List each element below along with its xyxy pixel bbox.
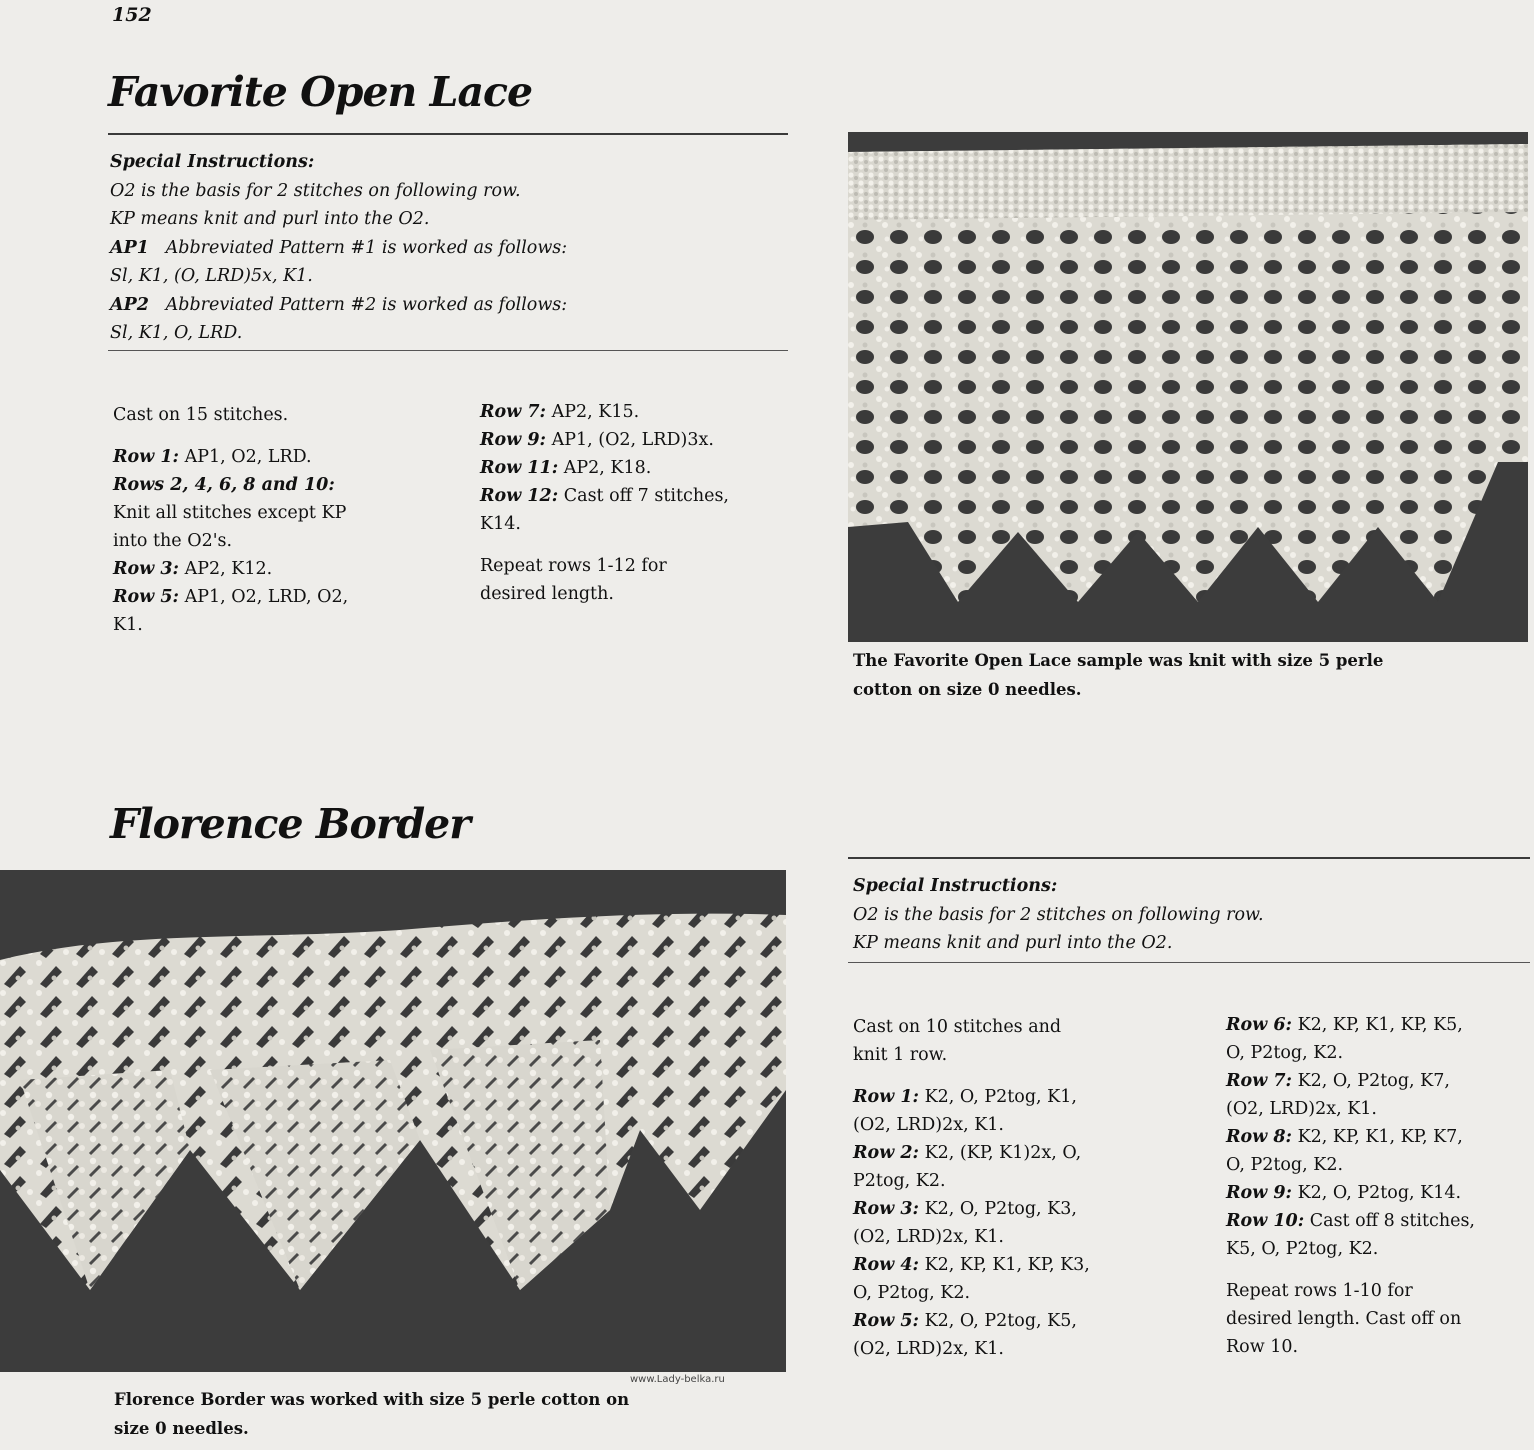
row-label: Row 9: (1226, 1183, 1293, 1203)
page-number: 152 (112, 4, 152, 26)
instruction-row (853, 1335, 1183, 1363)
instruction-row (853, 1139, 1183, 1167)
bleed-through-ghost (1140, 70, 1152, 114)
special-heading: Special Instructions: (110, 152, 315, 172)
open-lace-caption (853, 646, 1513, 704)
ap1-desc: Abbreviated Pattern #1 is worked as follows: (165, 237, 568, 258)
row-label: Row 10: (1226, 1211, 1305, 1231)
section2-title-rule (848, 857, 1530, 859)
rows-list-left (113, 443, 433, 639)
instruction-row (1226, 1179, 1526, 1207)
section1-special-rule (108, 350, 788, 351)
row-text: Cast off 8 stitches, (1304, 1211, 1475, 1231)
instruction-row (480, 398, 780, 426)
instruction-row (853, 1083, 1183, 1111)
instruction-row (853, 1251, 1183, 1279)
caption-line: size 0 needles. (114, 1419, 249, 1438)
instruction-row (113, 583, 433, 611)
repeat-line: Row 10. (1226, 1337, 1299, 1357)
instruction-row (853, 1307, 1183, 1335)
section2-special-rule (848, 962, 1530, 963)
ap2-label: AP2 (110, 294, 149, 315)
special-line: O2 is the basis for 2 stitches on following row. (110, 180, 521, 201)
instruction-row (1226, 1067, 1526, 1095)
instruction-row (853, 1167, 1183, 1195)
instruction-row (113, 499, 433, 527)
ap1-pattern: Sl, K1, (O, LRD)5x, K1. (110, 266, 313, 286)
row-text: P2tog, K2. (853, 1171, 946, 1191)
special-line: KP means knit and purl into the O2. (853, 933, 1173, 953)
row-label: Row 5: (853, 1311, 920, 1331)
section2-special-instructions (853, 872, 1264, 958)
row-text: AP1, O2, LRD, O2, (179, 587, 349, 607)
row-text: K2, O, P2tog, K7, (1292, 1071, 1450, 1091)
row-label: Row 2: (853, 1143, 920, 1163)
florence-border-knit-image (0, 870, 786, 1372)
instruction-row (113, 555, 433, 583)
row-label: Row 5: (113, 587, 180, 607)
row-label: Row 3: (853, 1199, 920, 1219)
row-label: Row 7: (480, 402, 547, 422)
row-label: Row 1: (853, 1087, 920, 1107)
caption-line: The Favorite Open Lace sample was knit with size 5 perle (853, 651, 1384, 670)
open-lace-knit-image (848, 132, 1528, 642)
row-label: Row 7: (1226, 1071, 1293, 1091)
instruction-row (113, 471, 433, 499)
row-text: (O2, LRD)2x, K1. (1226, 1099, 1377, 1119)
rows-list-right (1226, 1011, 1526, 1263)
instruction-row (113, 527, 433, 555)
special-line: O2 is the basis for 2 stitches on following row. (853, 904, 1264, 925)
instruction-row (853, 1279, 1183, 1307)
instruction-row (480, 426, 780, 454)
row-label: Row 11: (480, 458, 559, 478)
rows-list-left (853, 1083, 1183, 1363)
instruction-row (113, 443, 433, 471)
row-text: K2, KP, K1, KP, K5, (1292, 1015, 1463, 1035)
row-text: AP1, (O2, LRD)3x. (546, 430, 714, 450)
caption-line: cotton on size 0 needles. (853, 680, 1082, 699)
row-text: O, P2tog, K2. (1226, 1155, 1344, 1175)
section2-title: Florence Border (110, 800, 470, 848)
section2-instructions-left (853, 1013, 1183, 1363)
section1-special-instructions (110, 148, 567, 348)
repeat-line: desired length. (480, 584, 614, 604)
row-text: K2, O, P2tog, K1, (919, 1087, 1077, 1107)
instruction-row (480, 482, 780, 510)
section1-instructions-right (480, 398, 780, 608)
instruction-row (1226, 1235, 1526, 1263)
row-label: Row 8: (1226, 1127, 1293, 1147)
row-label: Row 1: (113, 447, 180, 467)
row-text: K5, O, P2tog, K2. (1226, 1239, 1379, 1259)
row-label: Row 12: (480, 486, 559, 506)
florence-border-sample-photo (0, 870, 786, 1372)
repeat-line: Repeat rows 1-12 for (480, 556, 667, 576)
cast-on: Cast on 15 stitches. (113, 405, 289, 425)
instruction-row (853, 1111, 1183, 1139)
ap1-label: AP1 (110, 237, 149, 258)
row-text: into the O2's. (113, 531, 233, 551)
row-text: O, P2tog, K2. (1226, 1043, 1344, 1063)
rows-list-right (480, 398, 780, 538)
cast-on-line: knit 1 row. (853, 1045, 948, 1065)
row-label: Row 3: (113, 559, 180, 579)
instruction-row (853, 1195, 1183, 1223)
instruction-row (1226, 1039, 1526, 1067)
row-text: AP2, K12. (179, 559, 273, 579)
row-text: K14. (480, 514, 521, 534)
row-text: K2, (KP, K1)2x, O, (919, 1143, 1082, 1163)
row-label: Row 4: (853, 1255, 920, 1275)
repeat-line: Repeat rows 1-10 for (1226, 1281, 1413, 1301)
instruction-row (1226, 1011, 1526, 1039)
row-text: K2, O, P2tog, K3, (919, 1199, 1077, 1219)
instruction-row (1226, 1095, 1526, 1123)
section2-instructions-right (1226, 1011, 1526, 1361)
row-text: Cast off 7 stitches, (558, 486, 729, 506)
ap2-pattern: Sl, K1, O, LRD. (110, 323, 243, 343)
row-text: K2, KP, K1, KP, K3, (919, 1255, 1090, 1275)
row-text: AP1, O2, LRD. (179, 447, 312, 467)
row-label: Row 6: (1226, 1015, 1293, 1035)
special-line: KP means knit and purl into the O2. (110, 209, 430, 229)
section1-title: Favorite Open Lace (108, 68, 533, 116)
row-text: K2, KP, K1, KP, K7, (1292, 1127, 1463, 1147)
row-text: K2, O, P2tog, K14. (1292, 1183, 1462, 1203)
section1-title-rule (108, 133, 788, 135)
instruction-row (480, 510, 780, 538)
caption-line: Florence Border was worked with size 5 perle cotton on (114, 1390, 630, 1409)
row-label: Rows 2, 4, 6, 8 and 10: (113, 475, 335, 495)
cast-on-line: Cast on 10 stitches and (853, 1017, 1062, 1037)
section1-instructions-left (113, 401, 433, 639)
row-text: (O2, LRD)2x, K1. (853, 1339, 1004, 1359)
instruction-row (1226, 1123, 1526, 1151)
row-text: AP2, K18. (558, 458, 652, 478)
instruction-row (1226, 1151, 1526, 1179)
instruction-row (1226, 1207, 1526, 1235)
row-text: K2, O, P2tog, K5, (919, 1311, 1077, 1331)
watermark: www.Lady-belka.ru (630, 1374, 725, 1385)
row-text: AP2, K15. (546, 402, 640, 422)
row-text: O, P2tog, K2. (853, 1283, 971, 1303)
row-text: Knit all stitches except KP (113, 503, 347, 523)
open-lace-sample-photo (848, 132, 1528, 642)
row-text: K1. (113, 615, 143, 635)
instruction-row (853, 1223, 1183, 1251)
florence-border-caption (114, 1385, 774, 1443)
row-text: (O2, LRD)2x, K1. (853, 1227, 1004, 1247)
instruction-row (480, 454, 780, 482)
row-text: (O2, LRD)2x, K1. (853, 1115, 1004, 1135)
repeat-line: desired length. Cast off on (1226, 1309, 1462, 1329)
row-label: Row 9: (480, 430, 547, 450)
ap2-desc: Abbreviated Pattern #2 is worked as follows: (165, 294, 568, 315)
instruction-row (113, 611, 433, 639)
special-heading: Special Instructions: (853, 876, 1058, 896)
